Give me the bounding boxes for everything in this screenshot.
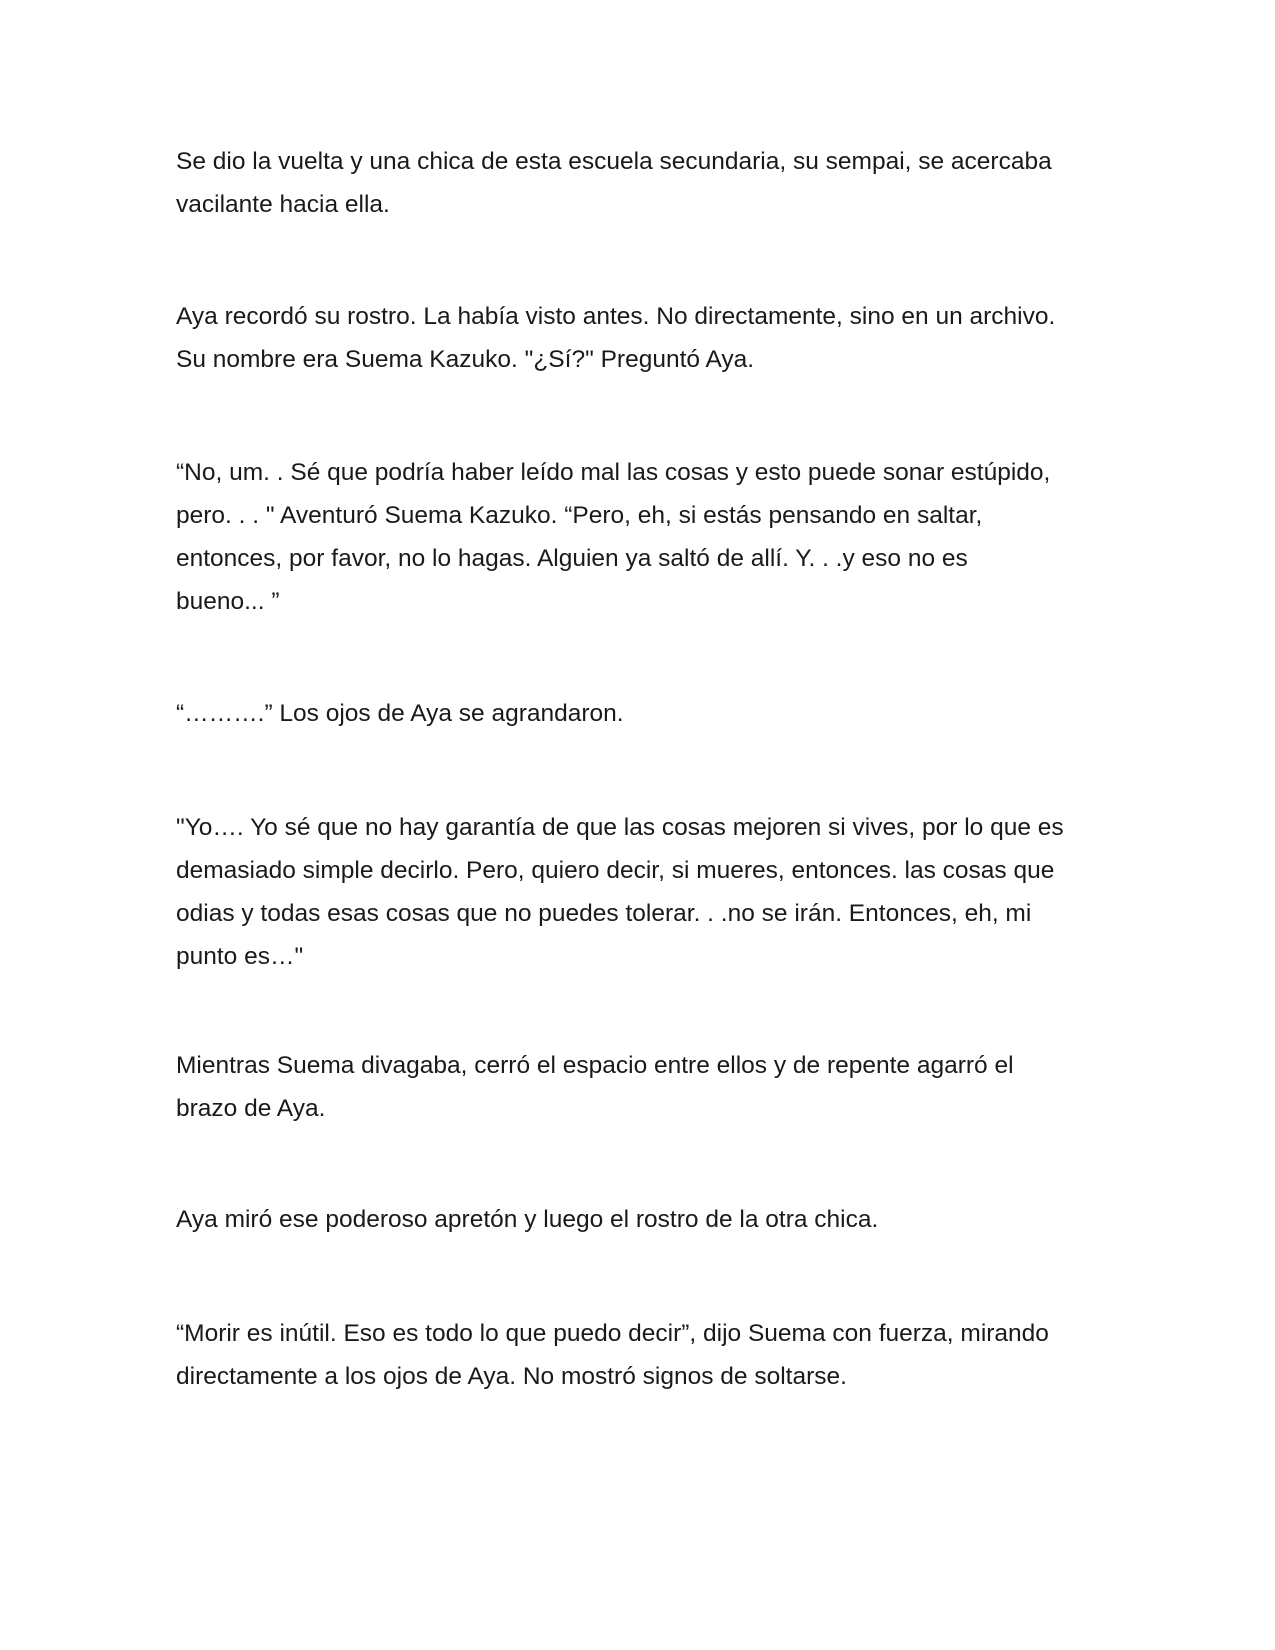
paragraph-1: [176, 140, 1106, 226]
paragraph-line: Aya miró ese poderoso apretón y luego el rostro de la otra chica.: [176, 1206, 879, 1233]
paragraph-8: [176, 1312, 1106, 1398]
paragraph-line: Mientras Suema divagaba, cerró el espacio entre ellos y de repente agarró el: [176, 1052, 1014, 1079]
paragraph-line: “Morir es inútil. Eso es todo lo que puedo decir”, dijo Suema con fuerza, mirando: [176, 1320, 1049, 1347]
paragraph-line: bueno... ”: [176, 588, 280, 615]
paragraph-line: punto es…": [176, 943, 304, 970]
paragraph-line: brazo de Aya.: [176, 1095, 326, 1122]
paragraph-line: directamente a los ojos de Aya. No mostró signos de soltarse.: [176, 1363, 847, 1390]
paragraph-line: Aya recordó su rostro. La había visto antes. No directamente, sino en un archivo.: [176, 303, 1056, 330]
paragraph-line: “……….” Los ojos de Aya se agrandaron.: [176, 700, 624, 727]
paragraph-6: [176, 1044, 1106, 1130]
paragraph-line: demasiado simple decirlo. Pero, quiero decir, si mueres, entonces. las cosas que: [176, 857, 1055, 884]
paragraph-line: "Yo…. Yo sé que no hay garantía de que las cosas mejoren si vives, por lo que es: [176, 814, 1064, 841]
paragraph-line: Se dio la vuelta y una chica de esta escuela secundaria, su sempai, se acercaba: [176, 148, 1052, 175]
paragraph-line: pero. . . " Aventuró Suema Kazuko. “Pero, eh, si estás pensando en saltar,: [176, 502, 983, 529]
paragraph-line: entonces, por favor, no lo hagas. Alguien ya saltó de allí. Y. . .y eso no es: [176, 545, 968, 572]
paragraph-5: [176, 806, 1106, 978]
paragraph-line: Su nombre era Suema Kazuko. "¿Sí?" Preguntó Aya.: [176, 346, 755, 373]
paragraph-line: odias y todas esas cosas que no puedes tolerar. . .no se irán. Entonces, eh, mi: [176, 900, 1032, 927]
paragraph-3: [176, 451, 1106, 623]
paragraph-line: vacilante hacia ella.: [176, 191, 390, 218]
paragraph-line: “No, um. . Sé que podría haber leído mal las cosas y esto puede sonar estúpido,: [176, 459, 1051, 486]
paragraph-4: [176, 692, 1106, 735]
paragraph-2: [176, 295, 1106, 381]
paragraph-7: [176, 1198, 1106, 1241]
